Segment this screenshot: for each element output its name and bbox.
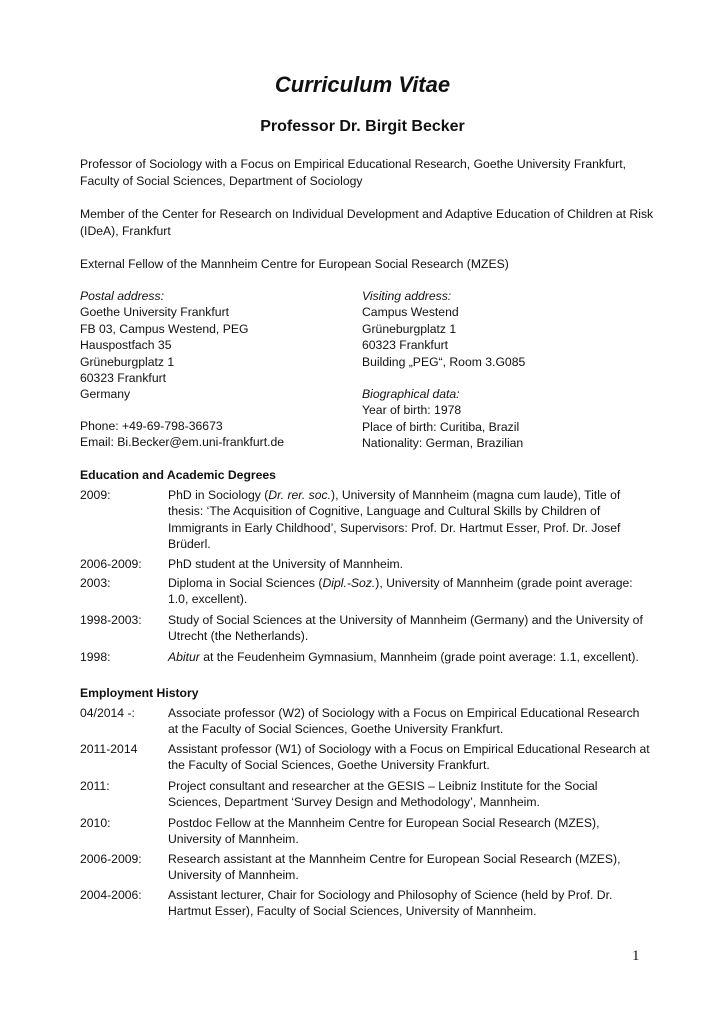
entry-description: Abitur at the Feudenheim Gymnasium, Mannheim (grade point average: 1.1, excellent). [168,650,639,664]
entry-description: Project consultant and researcher at the GESIS – Leibniz Institute for the Social Sciences, Department ‘Survey Design and Methodology’, Mannheim. [168,779,598,810]
entry-description: Diploma in Social Sciences (Dipl.-Soz.), University of Mannheim (grade point average: 1.0, excellent). [168,576,633,607]
postal-line: FB 03, Campus Westend, PEG [80,321,249,336]
intro-position: Professor of Sociology with a Focus on Empirical Educational Research, Goethe University Frankfurt, Faculty of Social Sciences, Department of Sociology [80,157,626,188]
postal-line: Grüneburgplatz 1 [80,354,175,369]
phone-number: Phone: +49-69-798-36673 [80,419,223,433]
visiting-line: 60323 Frankfurt [362,338,449,353]
bio-line: Place of birth: Curitiba, Brazil [362,419,520,434]
entry-description: Assistant lecturer, Chair for Sociology and Philosophy of Science (held by Prof. Dr. Hartmut Esser), Faculty of Social Sciences, University of Mannheim. [168,888,613,919]
visiting-line: Campus Westend [362,305,459,320]
entry-date: 2004-2006: [80,888,142,902]
entry-date: 04/2014 -: [80,706,135,720]
entry-date: 2011: [80,779,110,793]
visiting-line: Building „PEG“, Room 3.G085 [362,354,526,369]
intro-membership: Member of the Center for Research on Individual Development and Adaptive Education of Children at Risk (IDeA), Frankfurt [80,207,654,238]
postal-line: Germany [80,387,131,402]
page-number: 1 [632,948,640,964]
postal-line: Goethe University Frankfurt [80,305,230,320]
entry-description: Associate professor (W2) of Sociology with a Focus on Empirical Educational Research at the Faculty of Social Sciences, Goethe University Frankfurt. [168,706,640,737]
bio-line: Year of birth: 1978 [362,403,462,418]
entry-date: 2006-2009: [80,852,142,866]
email-address: Email: Bi.Becker@em.uni-frankfurt.de [80,435,285,450]
visiting-line: Grüneburgplatz 1 [362,321,457,336]
entry-description: Research assistant at the Mannheim Centre for European Social Research (MZES), University of Mannheim. [168,852,621,883]
entry-description: PhD student at the University of Mannheim. [168,557,404,571]
entry-description: PhD in Sociology (Dr. rer. soc.), University of Mannheim (magna cum laude), Title of thesis: ‘The Acquisition of Cognitive, Language and Cultural Skills by Children of Immigrants in Early Childhood’, Supervisors: Prof. Dr. Hartmut Esser, Prof. Dr. Josef Brüderl. [168,488,621,552]
visiting-address [362,288,525,370]
postal-address-label: Postal address: [80,289,165,303]
entry-date: 2006-2009: [80,557,142,571]
person-name: Professor Dr. Birgit Becker [260,118,465,135]
education-heading: Education and Academic Degrees [80,468,276,482]
postal-address [80,288,248,403]
entry-date: 2010: [80,816,111,830]
contact-info [80,418,284,451]
bio-label: Biographical data: [362,387,460,401]
document-title: Curriculum Vitae [274,72,451,97]
entry-date: 2003: [80,576,111,590]
entry-description: Study of Social Sciences at the University of Mannheim (Germany) and the University of Utrecht (the Netherlands). [168,613,643,644]
entry-date: 1998-2003: [80,613,142,627]
entry-description: Assistant professor (W1) of Sociology with a Focus on Empirical Educational Research at the Faculty of Social Sciences, Goethe University Frankfurt. [168,742,650,773]
entry-date: 2009: [80,488,111,502]
intro-fellowship: External Fellow of the Mannheim Centre for European Social Research (MZES) [80,257,509,271]
entry-date: 1998: [80,650,111,664]
postal-line: Hauspostfach 35 [80,338,172,353]
entry-description: Postdoc Fellow at the Mannheim Centre for European Social Research (MZES), University of Mannheim. [168,816,600,847]
entry-date: 2011-2014 [80,742,138,756]
biographical-data [362,386,523,452]
employment-heading: Employment History [80,686,199,700]
postal-line: 60323 Frankfurt [80,371,167,386]
bio-line: Nationality: German, Brazilian [362,436,524,451]
visiting-address-label: Visiting address: [362,289,452,303]
